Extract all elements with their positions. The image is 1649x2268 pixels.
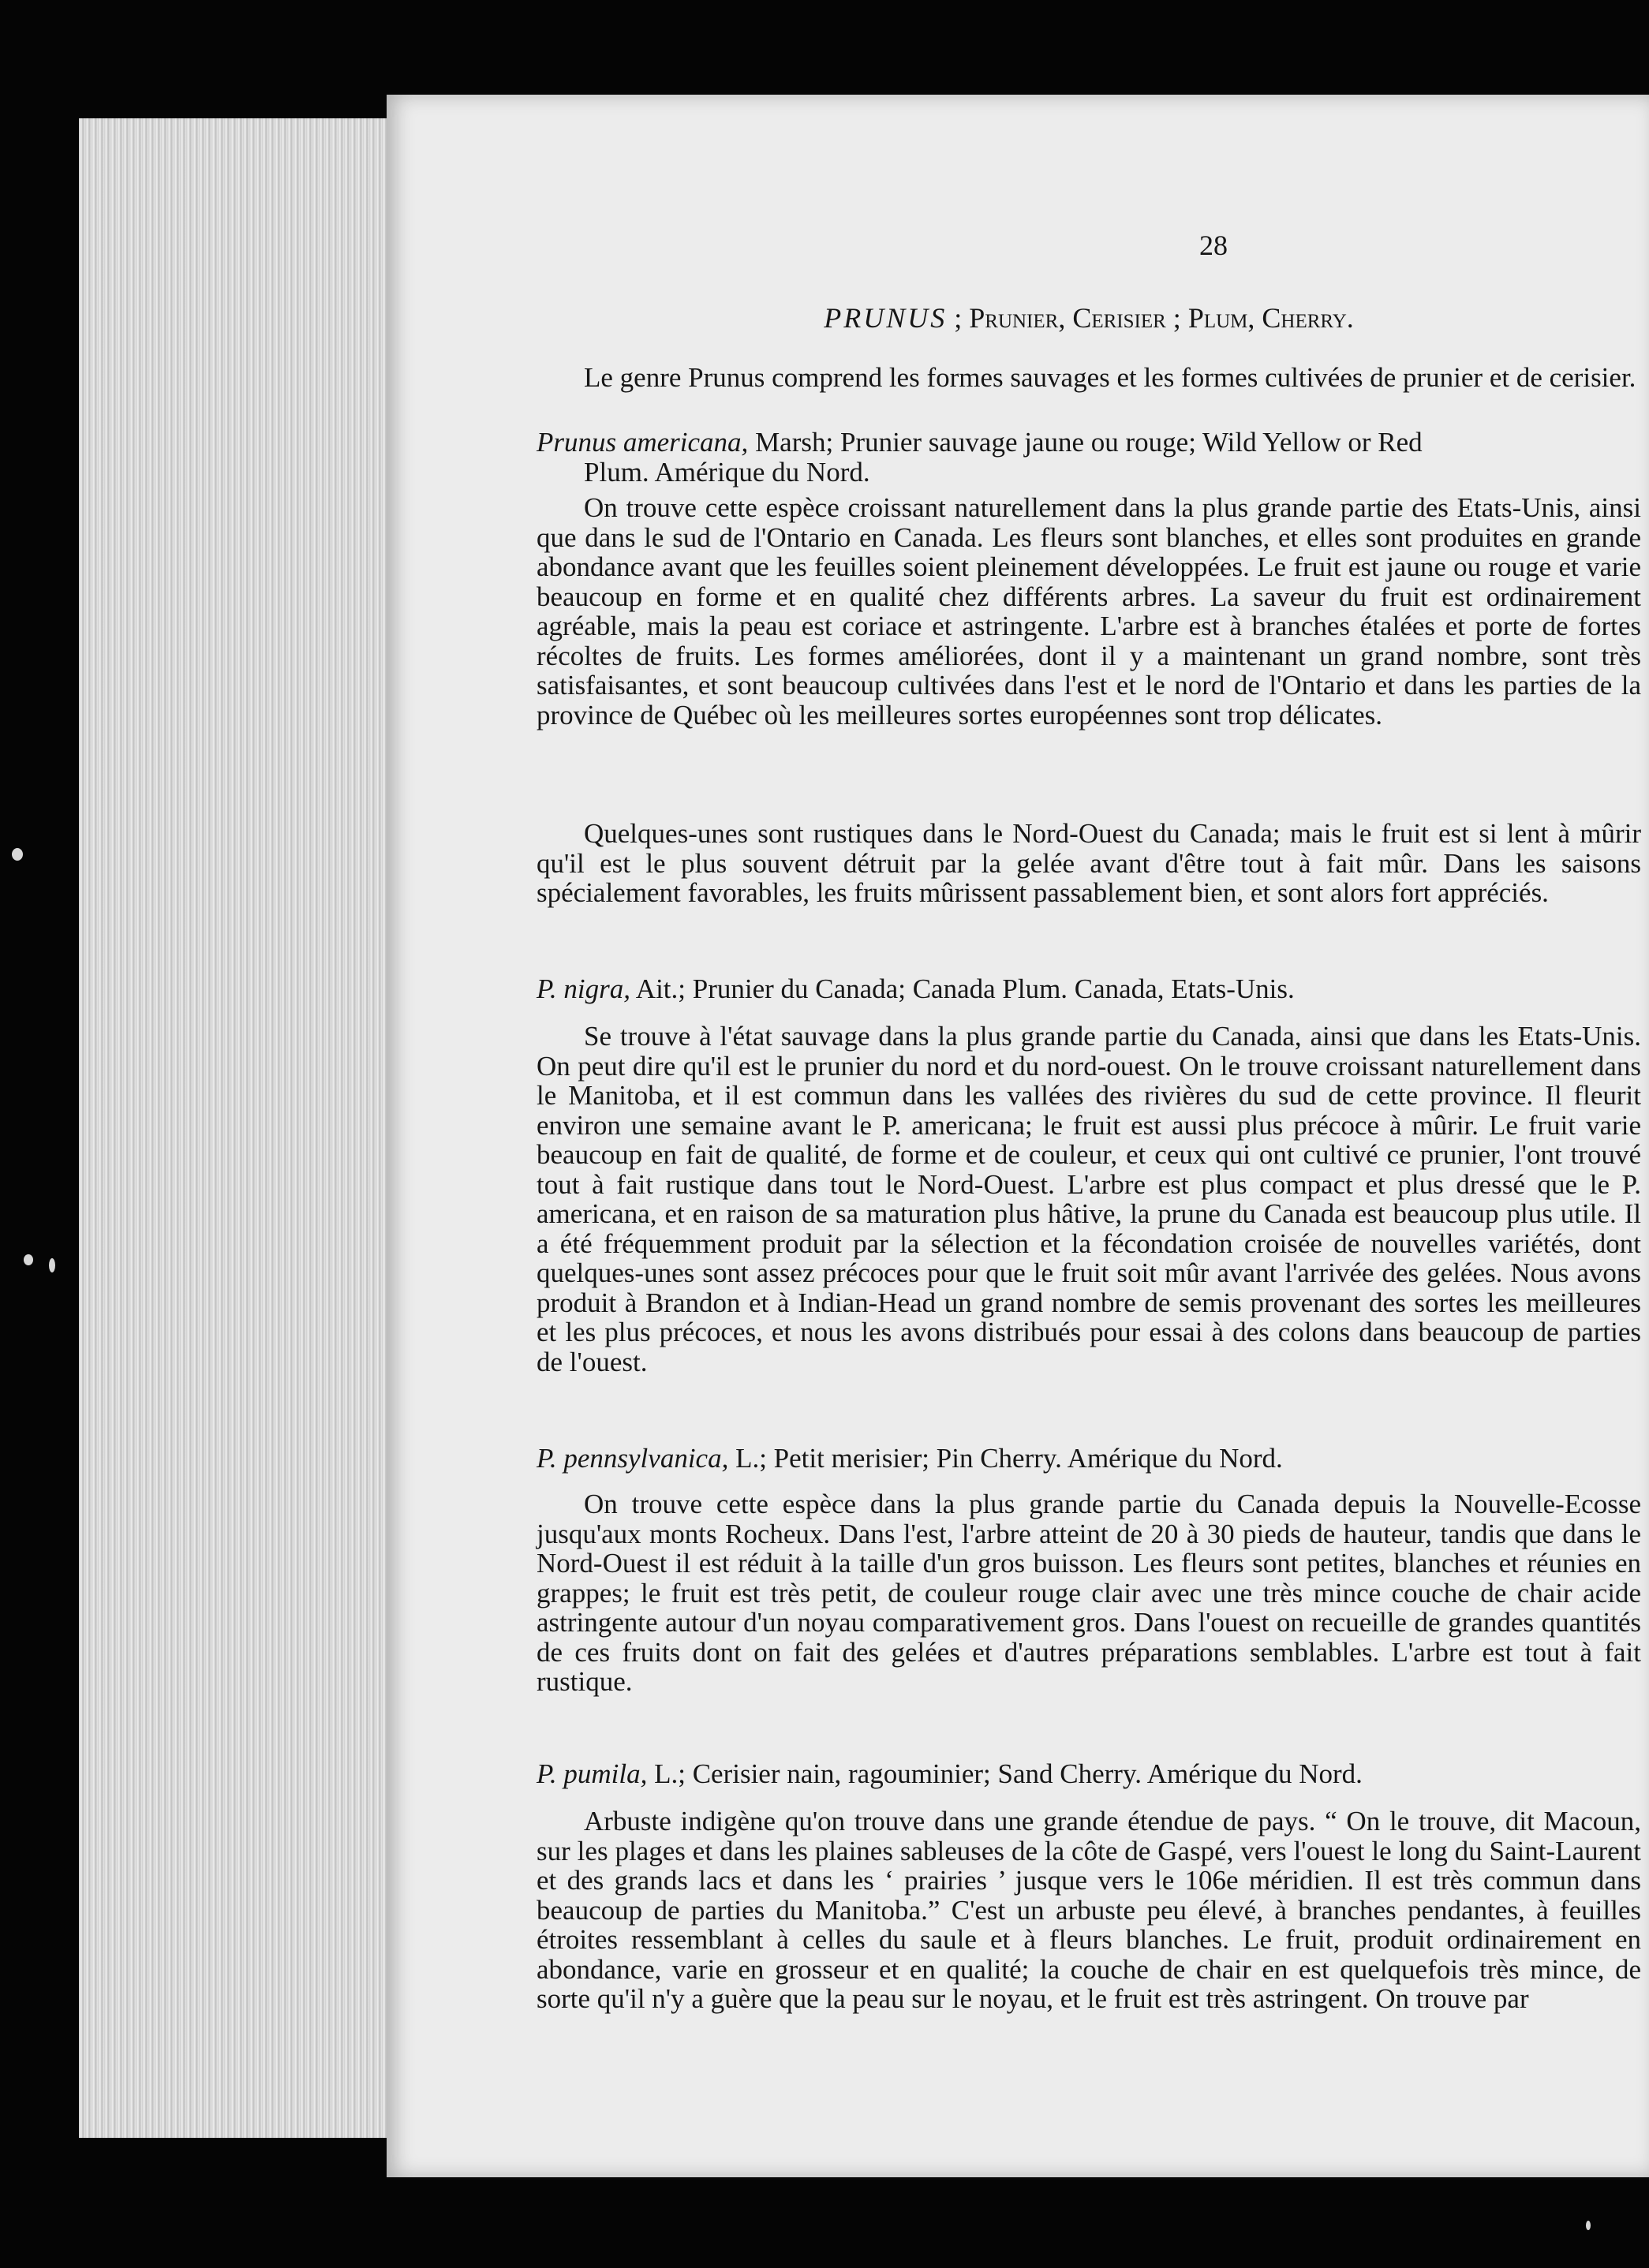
entry-header-pumila (537, 1759, 1641, 1789)
entry-header-americana (537, 428, 1641, 487)
page-edges-stack (79, 118, 410, 2138)
entry-header-pennsylvanica (537, 1444, 1641, 1474)
entry-header-nigra (537, 974, 1641, 1004)
paragraph-pumila: Arbuste indigène qu'on trouve dans une grande étendue de pays. “ On le trouve, dit Macoun, sur les plages et dans les plaines sableuses de la côte de Gaspé, vers l'ouest le long du Saint-Laurent et des grands lacs et dans les ‘ prairies ’ jusque vers le 106e méridien. Il est très commun dans beaucoup de parties du Manitoba.” C'est un arbuste peu élevé, à branches pendantes, à feuilles étroites ressemblant à celles du saule et à fleurs blanches. Le fruit, produit ordinairement en abondance, varie en grosseur et en qualité; la couche de chair en est quelquefois très mince, de sorte qu'il n'y a guère que la peau sur le noyau, et le fruit est très astringent. On trouve par (537, 1806, 1641, 2014)
paragraph-pennsylvanica: On trouve cette espèce dans la plus grande partie du Canada depuis la Nouvelle-Ecosse jusqu'aux monts Rocheux. Dans l'est, l'arbre atteint de 20 à 30 pieds de hauteur, tandis que dans le Nord-Ouest il est réduit à la taille d'un gros buisson. Les fleurs sont petites, blanches et réunies en grappes; le fruit est très petit, de couleur rouge clair avec une très mince couche de chair acide astringente autour d'un noyau comparativement gros. Dans l'ouest on recueille de grandes quantités de ces fruits dont on fait des gelées et d'autres préparations semblables. L'arbre est tout à fait rustique. (537, 1489, 1641, 1697)
entry-header-text: L.; Petit merisier; Pin Cherry. Amérique du Nord. (728, 1443, 1283, 1474)
species-name: Prunus americana, (537, 427, 749, 458)
paragraph-americana-2: Quelques-unes sont rustiques dans le Nord-Ouest du Canada; mais le fruit est si lent à mûrir qu'il est le plus souvent détruit par la gelée avant d'être tout à fait mûr. Dans les saisons spécialement favorables, les fruits mûrissent passablement bien, et sont alors fort appréciés. (537, 818, 1641, 908)
section-heading (537, 301, 1641, 334)
heading-separator: ; (947, 302, 970, 334)
species-name: P. nigra, (537, 973, 630, 1004)
entry-header-text: L.; Cerisier nain, ragouminier; Sand Cherry. Amérique du Nord. (647, 1758, 1363, 1789)
entry-header-text: Ait.; Prunier du Canada; Canada Plum. Canada, Etats-Unis. (630, 973, 1295, 1004)
heading-names-en: Plum, Cherry. (1187, 302, 1354, 334)
scan-speck (24, 1254, 33, 1265)
scan-speck (1586, 2221, 1591, 2230)
species-name: P. pennsylvanica, (537, 1443, 729, 1474)
scan-speck (49, 1258, 55, 1272)
page-number: 28 (1199, 230, 1228, 261)
heading-names-fr: Prunier, Cerisier (969, 302, 1166, 334)
species-name: P. pumila, (537, 1758, 648, 1789)
scan-speck (12, 848, 23, 861)
heading-genus: PRUNUS (824, 302, 948, 334)
book-page (387, 95, 1649, 2177)
entry-header-line2: Plum. Amérique du Nord. (584, 456, 870, 488)
paragraph-americana-1: On trouve cette espèce croissant naturellement dans la plus grande partie des Etats-Unis, ainsi que dans le sud de l'Ontario en Canada. Les fleurs sont blanches, et elles sont produites en grande abondance avant que les feuilles soient pleinement développées. Le fruit est jaune ou rouge et varie beaucoup en forme et en qualité chez différents arbres. La saveur du fruit est ordinairement agréable, mais la peau est coriace et astringente. L'arbre est à branches étalées et porte de fortes récoltes de fruits. Les formes améliorées, dont il y a maintenant un grand nombre, sont très satisfaisantes, et sont beaucoup cultivées dans l'est et le nord de l'Ontario et dans les parties de la province de Québec où les meilleures sortes européennes sont trop délicates. (537, 492, 1641, 730)
heading-separator: ; (1165, 302, 1188, 334)
intro-paragraph: Le genre Prunus comprend les formes sauvages et les formes cultivées de prunier et de cerisier. (584, 362, 1636, 393)
entry-header-text: Marsh; Prunier sauvage jaune ou rouge; Wild Yellow or Red (748, 427, 1423, 458)
paragraph-nigra: Se trouve à l'état sauvage dans la plus grande partie du Canada, ainsi que dans les Etats-Unis. On peut dire qu'il est le prunier du nord et du nord-ouest. On le trouve croissant naturellement dans le Manitoba, et il est commun dans les vallées des rivières du sud de cette province. Il fleurit environ une semaine avant le P. americana; le fruit est aussi plus précoce à mûrir. Le fruit varie beaucoup en fait de qualité, de forme et de couleur, et ceux qui ont cultivé ce prunier, l'ont trouvé tout à fait rustique dans tout le Nord-Ouest. L'arbre est plus compact et plus dressé que le P. americana, et en raison de sa maturation plus hâtive, la prune du Canada est beaucoup plus utile. Il a été fréquemment produit par la sélection et la fécondation croisée de nouvelles variétés, dont quelques-unes sont assez précoces pour que le fruit soit mûr avant l'arrivée des gelées. Nous avons produit à Brandon et à Indian-Head un grand nombre de semis provenant des sortes les meilleures et les plus précoces, et nous les avons distribués pour essai à des colons dans beaucoup de parties de l'ouest. (537, 1021, 1641, 1377)
